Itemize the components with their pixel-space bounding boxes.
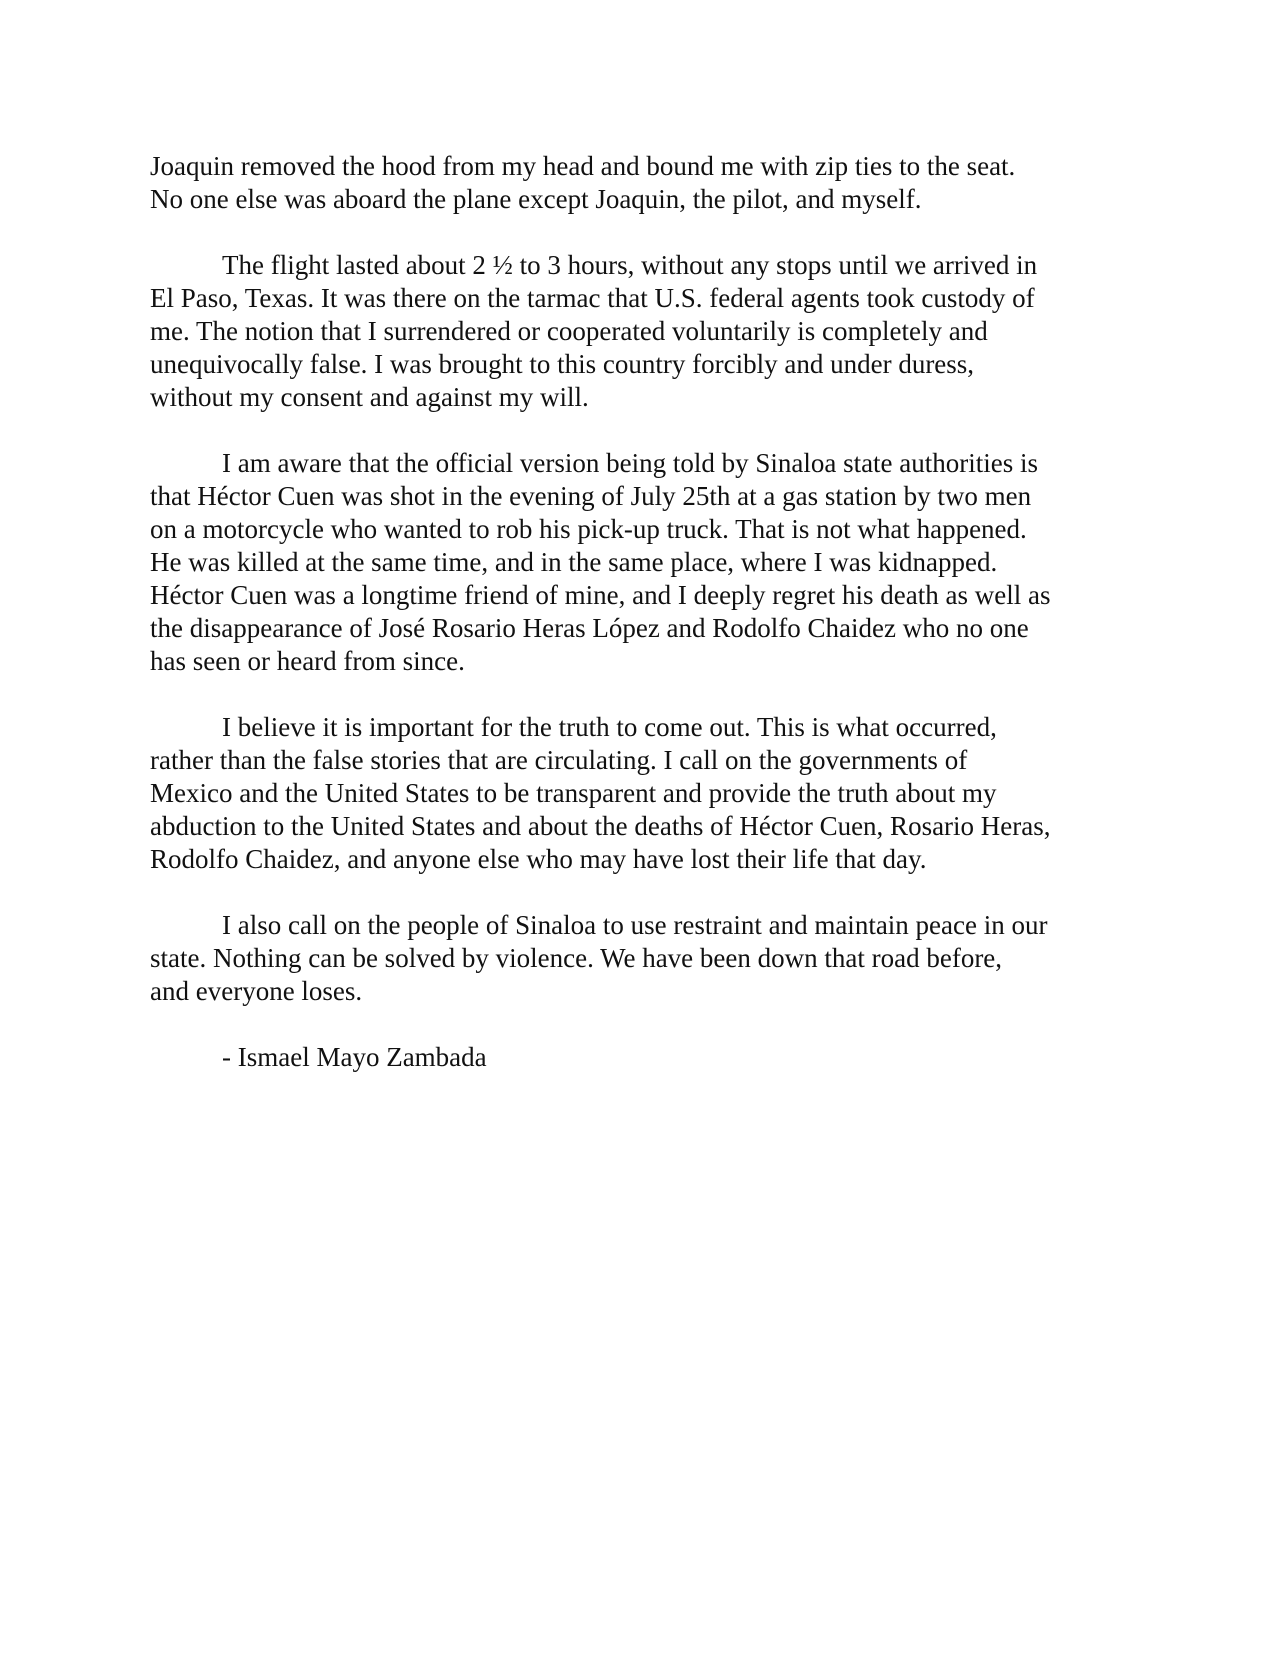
paragraph-line: state. Nothing can be solved by violence. We have been down that road before, (150, 943, 1003, 973)
paragraph-line: El Paso, Texas. It was there on the tarmac that U.S. federal agents took custody of (150, 283, 1035, 313)
signature: - Ismael Mayo Zambada (222, 1042, 487, 1072)
paragraph-line: the disappearance of José Rosario Heras López and Rodolfo Chaidez who no one (150, 613, 1029, 643)
paragraph-line: Mexico and the United States to be transparent and provide the truth about my (150, 778, 997, 808)
paragraph-line: abduction to the United States and about the deaths of Héctor Cuen, Rosario Heras, (150, 811, 1051, 841)
paragraph-line: He was killed at the same time, and in the same place, where I was kidnapped. (150, 547, 998, 577)
paragraph-line: I also call on the people of Sinaloa to use restraint and maintain peace in our (222, 910, 1048, 940)
paragraph-3 (150, 447, 1130, 678)
paragraph-line: Rodolfo Chaidez, and anyone else who may have lost their life that day. (150, 844, 927, 874)
paragraph-line: rather than the false stories that are circulating. I call on the governments of (150, 745, 968, 775)
paragraph-2 (150, 249, 1130, 414)
paragraph-line: Héctor Cuen was a longtime friend of mine, and I deeply regret his death as well as (150, 580, 1051, 610)
paragraph-line: unequivocally false. I was brought to this country forcibly and under duress, (150, 349, 975, 379)
paragraph-line: has seen or heard from since. (150, 646, 465, 676)
paragraph-1 (150, 150, 1130, 216)
paragraph-line: The flight lasted about 2 ½ to 3 hours, without any stops until we arrived in (222, 250, 1038, 280)
paragraph-line: without my consent and against my will. (150, 382, 589, 412)
document-body (150, 150, 1130, 1074)
paragraph-line: on a motorcycle who wanted to rob his pick-up truck. That is not what happened. (150, 514, 1027, 544)
paragraph-5 (150, 909, 1130, 1008)
paragraph-line: I am aware that the official version being told by Sinaloa state authorities is (222, 448, 1039, 478)
paragraph-line: that Héctor Cuen was shot in the evening of July 25th at a gas station by two men (150, 481, 1032, 511)
paragraph-line: No one else was aboard the plane except Joaquin, the pilot, and myself. (150, 184, 922, 214)
paragraph-line: Joaquin removed the hood from my head and bound me with zip ties to the seat. (150, 151, 1016, 181)
paragraph-4 (150, 711, 1130, 876)
paragraph-line: and everyone loses. (150, 976, 363, 1006)
paragraph-line: me. The notion that I surrendered or cooperated voluntarily is completely and (150, 316, 988, 346)
paragraph-line: I believe it is important for the truth to come out. This is what occurred, (222, 712, 997, 742)
